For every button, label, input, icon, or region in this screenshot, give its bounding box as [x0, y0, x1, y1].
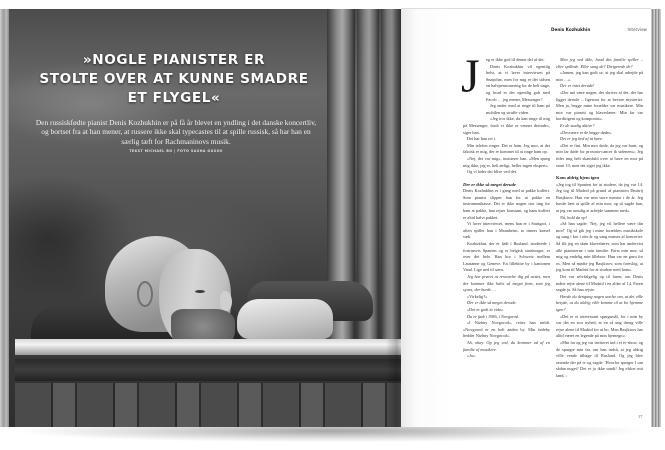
right-page	[401, 9, 651, 427]
answer-paragraph: »Så han sagde: 'Nej, jeg vil hellere være din mor!' Og så gik jeg i mine forældres musikskole og sang i kor i otte år og sang masser af koncerter. Så fik jeg en skøn klaverlærer, som har undervist alle pianisterne i min familie. Først min mor, så mig og endelig min lillebror. Hun var en guru for os. Men så mødte jeg Basjkirov, som foreslog, at jeg kom til Madrid for at studere med ham«.	[556, 221, 643, 273]
body-paragraph: Det var selvfølgelig op til faren, om Denis måtte rejse alene til Madrid i en alder af 14. Faren sagde ja. Så han rejste.	[556, 274, 643, 293]
running-header-section: Interview	[627, 27, 647, 32]
subheading: Kom aldrig hjem igen	[556, 175, 599, 181]
article-headline	[23, 51, 325, 108]
body-paragraph: Jeg ender med at ringe til ham på mobilen og straffe viden.	[486, 103, 550, 115]
table-top	[15, 339, 401, 357]
article-deck: Den russiskfødte pianist Denis Kozhukhin er på få år blevet en yndling i det danske koncertliv, og bortset fra at han mener, at russere ikke skal typecastes til at spille russisk, så har han en særlig tæft for Rachmaninovs musik.	[35, 118, 317, 146]
answer-paragraph: »Min far og jeg var inviteret ind i et tv-show, og de spurgte min far, om han indså, at jeg aldrig ville vende tilbage til Rusland. Og jeg blev rasende der på tv og sagde: 'Hvorfor spørger I om sådan noget? Det er jo ikke sandt! Jeg elsker mit land, ›	[556, 339, 643, 378]
body-paragraph: Det har han ret i.	[467, 136, 496, 142]
question-paragraph: Du er født i 1986, i Novgorod.	[467, 313, 520, 319]
body-paragraph: »Nej, det var mig«, insisterer han. »Men spørg mig ikke, jeg er, helt ærligt, heller ingen ekspert«.	[463, 155, 550, 168]
answer-paragraph: »Det er et interessant spørgsmål, for i min by var det en stor nyhed, at en så ung dreng ville rejse alene til Madrid for at bo. Men Basjkirov har altid været en legende på min hjemegn«.	[556, 313, 643, 339]
drop-cap: J	[461, 50, 480, 103]
running-header	[551, 27, 647, 32]
body-paragraph: Og vi lader det blive ved det.	[467, 169, 517, 175]
question-paragraph: Det er jeg ked af at høre.	[560, 136, 603, 142]
answer-paragraph: »I Nizhny Novgorod«, retter han mildt. »Novgorod er en helt anden by. Min fødeby hedder Nizhny Novgorod«.	[463, 320, 550, 339]
answer-paragraph: »Det er godt at vide«.	[467, 306, 505, 312]
table-planks	[15, 383, 401, 427]
headline-line: STOLTE OVER AT KUNNE SMADRE	[39, 71, 309, 87]
portrait-hands	[237, 299, 333, 339]
page-number: 17	[638, 414, 643, 419]
body-paragraph: Vi laver interviewet, mens han er i Stuttgart, i aften spiller han i Mannheim, to timers kørsel væk.	[463, 221, 550, 240]
answer-paragraph: »Virkelig?«	[467, 293, 488, 299]
question-paragraph: Nå, hold da op!	[560, 214, 587, 220]
portrait-nose	[220, 291, 232, 311]
article-byline: TEKST MICHAEL BO | FOTO SASHA GUSOV	[129, 149, 223, 153]
text-column-2	[556, 57, 643, 380]
right-page-edge-stack	[651, 9, 661, 427]
answer-paragraph: »Desværre er de begge døde«.	[560, 129, 613, 135]
headline-line: ET FLYGEL«	[127, 90, 221, 106]
portrait-eye	[195, 290, 205, 293]
question-paragraph: Der er intet derude!	[560, 83, 595, 89]
question-paragraph: Er de stadig aktive?	[560, 122, 595, 128]
left-page-edge-stack	[0, 9, 9, 427]
question-paragraph: Der er ikke så meget derude.	[467, 300, 517, 306]
answer-paragraph: »Ja«.	[467, 353, 476, 359]
left-page-photo	[9, 9, 401, 427]
running-header-name: Denis Kozhukhin	[551, 27, 591, 32]
answer-paragraph: »Der må være nogen, der skriver af det, der har ligget derude – ligesom for at bevare mysteriet. Men ja, begge mine forældre var musikere. Min mor var pianist og klaverlærer. Min far var kordirigent og komponist«.	[556, 89, 643, 122]
answer-paragraph: »Det er fint. Min mor døde, da jeg var barn, og min far døde for prostata-cancer ik sidenem«. Jeg føler mig helt skamfuld over at have en mor på snart 10, men det siger jeg ikke.	[556, 142, 643, 168]
question-paragraph: Jeg har prøvet at researche dig på nettet, men der kommer ikke halvt så meget frem, som jeg synes, der burde …	[463, 274, 550, 293]
question-paragraph: Ah, okay. Og jeg ved, du kommer ud af en familie af musikere.	[463, 339, 550, 352]
text-column-1	[461, 50, 550, 360]
body-paragraph: Kozhukhin, der er født i Rusland, studerede i fortrinsvis Spanien og er belgisk statsborger, er over det hele. Han bor i Schweiz mellem Lausanne og Geneve. En lillebitte by i kantonen Vaud. Lige ned til søen.	[463, 241, 550, 273]
portrait-ear	[137, 281, 153, 307]
table-rail	[15, 359, 401, 381]
body-paragraph: Denis Kozhukhin er i gang med at pakke kuffert. Som pianist slipper han for at pakke en instrumentkasse. Det er ikke nogen stor ting for ham at pakke, han rejser konstant, og hans kuffert er altid halvt pakket.	[463, 188, 550, 220]
intro-paragraph: eg er ikke god til denne del af det.	[486, 57, 545, 62]
answer-paragraph: »Jamen, jeg kan godt se, at jeg skal arbejde på min …«.	[556, 70, 643, 82]
body-paragraph: Min telefon ringer. Det er ham. Jeg mor, at det faktisk er mig, der er kommet til at ringe ham op.	[463, 142, 550, 155]
body-paragraph: Denis Kozhukhin vil egentlig helst, at vi laver interviewet på Snapchat, men for mig er det sidsen en halvpensionering for de helt unge, og hvad er der egentlig galt med Facob … jeg mener, Messenger?	[486, 63, 550, 102]
subheading: Der er ikke så meget derude	[463, 181, 516, 187]
question-paragraph: Havde du dengang nogen anelse om, at det ville betyde, at du aldrig ville komme til at bo hjemme igen?	[556, 293, 643, 312]
answer-paragraph: »Jeg tog til Spanien for at studere, da jeg var 14. Jeg tog til Madrid på grund af pianisten Dmitrij Basjkirov. Han var min store mentor i de år. Jeg havde lært at spille af min mor, og så sagde han, at jeg var umulig at arbejde sammen med«.	[556, 181, 643, 214]
question-paragraph: Men jeg ved ikke, hvad din familie spiller – eller spillede. Eller sang de? Dirigerede de?	[556, 57, 643, 69]
headline-line: »NOGLE PIANISTER ER	[82, 52, 266, 68]
body-paragraph: »Jeg tror ikke, du kan ringe til mig på Messenger, fordi vi ikke er venner derinde«, siger han.	[463, 116, 550, 135]
